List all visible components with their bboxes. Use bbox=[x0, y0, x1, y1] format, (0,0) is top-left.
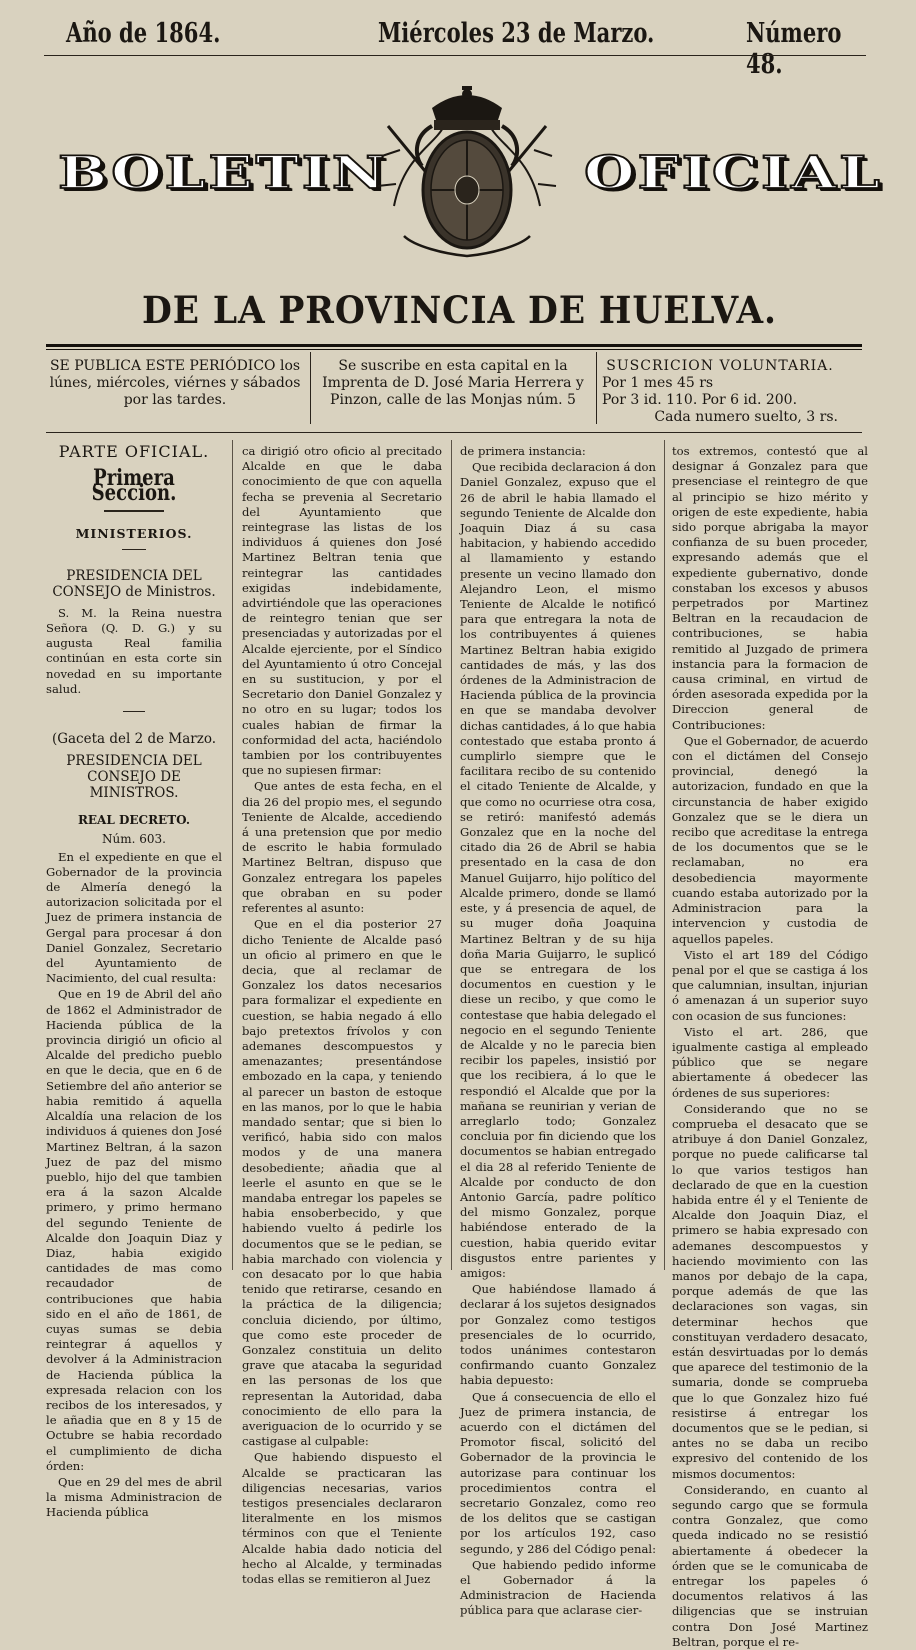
royal-coat-of-arms-icon bbox=[374, 86, 560, 264]
paragraph: Que en 29 del mes de abril la misma Administracion de Hacienda pública bbox=[46, 1474, 222, 1520]
info-divider bbox=[310, 352, 311, 424]
gazette-reference: (Gaceta del 2 de Marzo. bbox=[51, 731, 217, 748]
paragraph: Visto el art 189 del Código penal por el que se castiga á los que calumnian, insultan, injurian ó amenazan á un superior suyo con ocasion de sus funciones: bbox=[672, 947, 868, 1023]
paragraph: Que el Gobernador, de acuerdo con el dictámen del Consejo provincial, denegó la autorizacion, fundado en que la circunstancia de haber exigido Gonzalez que se le diera un recibo que acreditase la entrega de los documentos que se le reclamaban, no era desobediencia mayormente cuando estaba autorizado por la Administracion para la intervencion y custodia de aquellos papeles. bbox=[672, 733, 868, 946]
issue-date: Miércoles 23 de Marzo. bbox=[378, 18, 655, 49]
info-rule bbox=[46, 432, 862, 433]
ministries-heading: MINISTERIOS. bbox=[75, 525, 193, 541]
paragraph: Que en 19 de Abril del año de 1862 el Administrador de Hacienda pública de la provincia dirigió un oficio al Alcalde del predicho pueblo en que le decia, que en 6 de Setiembre del año anterior se habia remitido á aquella Alcaldía una relacion de los individuos á quienes don José Martinez Beltran, á la sazon Juez de paz del mismo pueblo, hijo del que tambien era á la sazon Alcalde primero, y primo hermano del segundo Teniente de Alcalde don Joaquin Diaz y Diaz, habia exigido cantidades de mas como recaudador de contribuciones que habia sido en el año de 1861, de cuyas sumas se debia reintegrar á aquellos y devolver á la Administracion de Hacienda pública la expresada relacion con los recibos de los interesados, y le añadia que en 8 y 15 de Octubre se habia recordado el cumplimiento de dicha órden: bbox=[46, 987, 222, 1473]
paragraph: Visto el art. 286, que igualmente castiga al empleado público que se negare abiertamente á obedecer las órdenes de sus superiores: bbox=[672, 1024, 868, 1100]
masthead-rule-thick bbox=[46, 344, 862, 347]
dateline bbox=[46, 18, 866, 80]
masthead-rule-thin bbox=[46, 349, 862, 350]
presidency-heading: PRESIDENCIA DEL CONSEJO de Ministros. bbox=[52, 567, 216, 600]
column-4 bbox=[672, 444, 868, 1649]
subscription-prices bbox=[602, 358, 838, 426]
paragraph: Que en el dia posterior 27 dicho Teniente de Alcalde pasó un oficio al primero en que le decia, que al reclamar de Gonzalez los datos necesarios para formalizar el expediente en cuestion, se habia negado á ello bajo pretextos frívolos y con ademanes descompuestos y amenazantes; presentándose embozado en la capa, y teniendo al parecer un baston de estoque en las manos, por lo que le habia mandado sentar; que si bien lo verificó, habia sido con malos modos y de una manera desobediente; añadia que al leerle el asunto en que se le mandaba entregar los papeles se habia ensoberbecido, y que habiendo vuelto á pedirle los documentos que se le pedian, se habia marchado con violencia y con desacato por lo que habia tenido que retirarse, cesando en la práctica de la diligencia; concluia diciendo, por último, que como este proceder de Gonzalez constituia un delito grave que atacaba la seguridad en las personas de los que representan la Autoridad, daba conocimiento de ello para la averiguacion de lo ocurrido y se castigase al culpable: bbox=[242, 917, 442, 1449]
paragraph: S. M. la Reina nuestra Señora (Q. D. G.) y su augusta Real familia continúan en esta corte sin novedad en su importante salud. bbox=[46, 605, 222, 696]
masthead-subtitle: DE LA PROVINCIA DE HUELVA. bbox=[142, 288, 777, 332]
section-heading: PARTE OFICIAL. bbox=[58, 442, 210, 461]
column-2 bbox=[242, 444, 442, 1587]
paragraph: En el expediente en que el Gobernador de la provincia de Almería denegó la autorizacion solicitada por el Juez de primera instancia de Gergal para procesar á don Daniel Gonzalez, Secretario del Ayuntamiento de Nacimiento, del cual resulta: bbox=[46, 849, 222, 986]
info-divider bbox=[596, 352, 597, 424]
presidency-heading: PRESIDENCIA DEL CONSEJO DE MINISTROS. bbox=[66, 753, 202, 802]
decree-heading: REAL DECRETO. bbox=[77, 813, 191, 828]
divider bbox=[122, 549, 146, 550]
paragraph: Que recibida declaracion á don Daniel Gonzalez, expuso que el 26 de abril le habia llamado el segundo Teniente de Alcalde don Joaquin Diaz á su casa habitacion, y habiendo accedido al llamamiento y estando presente un vecino llamado don Alejandro Leon, el mismo Teniente de Alcalde le notificó para que entregara la nota de los contribuyentes á quienes Martinez Beltran habia exigido cantidades de más, y las dos órdenes de la Administracion de Hacienda pública de la provincia en que se mandaba devolver dichas cantidades, á lo que habia contestado que estaba pronto á cumplirlo siempre que le facilitara recibo de su contenido el citado Teniente de Alcalde, y que como no ocurriese otra cosa, se retiró: manifestó además Gonzalez que en la noche del citado dia 26 de Abril se habia presentado en la casa de don Manuel Guijarro, hijo político del Alcalde primero, donde se llamó este, y á presencia de aquel, de su muger doña Joaquina Martinez Beltran y de su hija doña Maria Guijarro, le suplicó que se entregara de los documentos en cuestion y le diese un recibo, y que como le contestase que habia delegado el negocio en el segundo Teniente de Alcalde y no le parecia bien recibir los papeles, insistió por que los recibiera, á lo que le respondió el Alcalde que por la mañana se reunirian y verian de arreglarlo todo; Gonzalez concluia por fin diciendo que los documentos se habian entregado el dia 28 al referido Teniente de Alcalde por conducto de don Antonio García, padre político del mismo Gonzalez, porque habiéndose enterado de la cuestion, habia querido evitar disgustos entre parientes y amigos: bbox=[460, 460, 656, 1280]
ornament-rule bbox=[104, 510, 164, 512]
subscription-title: SUSCRICION VOLUNTARIA. bbox=[606, 358, 834, 374]
issue-number: Número 48. bbox=[746, 18, 842, 80]
paragraph: Considerando que no se comprueba el desacato que se atribuye á don Daniel Gonzalez, porque no puede calificarse tal lo que varios testigos han declarado de que en la cuestion habida entre él y el Teniente de Alcalde don Joaquin Diaz, el primero se habia expresado con ademanes descompuestos y haciendo movimiento con las manos por debajo de la capa, porque además de que las declaraciones son vagas, sin determinar hechos que constituyan verdadero desacato, están desvirtuadas por lo demás que aparece del testimonio de la sumaria, donde se comprueba que lo que Gonzalez hizo fué resistirse á entregar los documentos que se le pedian, si antes no se daba un recibo expresivo del contenido de los mismos documentos: bbox=[672, 1101, 868, 1481]
paragraph: tos extremos, contestó que al designar á Gonzalez para que presenciase el reintegro de que al principio se hizo mérito y origen de este expediente, habia sido porque abrigaba la mayor confianza de su buen proceder, expresando además que el expediente gubernativo, donde constaban los excesos y abusos perpetrados por Martinez Beltran en la recaudacion de contribuciones, se habia remitido al Juzgado de primera instancia para la formacion de causa criminal, en virtud de órden asesorada expedida por la Direccion general de Contribuciones: bbox=[672, 444, 868, 732]
subscription-place: Se suscribe en esta capital en la Imprenta de D. José Maria Herrera y Pinzon, calle de las Monjas núm. 5 bbox=[322, 358, 584, 408]
decree-number: Núm. 603. bbox=[102, 832, 166, 847]
paragraph: Que á consecuencia de ello el Juez de primera instancia, de acuerdo con el dictámen del Promotor fiscal, solicitó del Gobernador de la provincia le autorizase para continuar los procedimientos contra el secretario Gonzalez, como reo de los delitos que se castigan por los artículos 192, caso segundo, y 286 del Código penal: bbox=[460, 1389, 657, 1556]
paragraph: de primera instancia: bbox=[460, 444, 586, 458]
masthead-left: BOLETIN bbox=[58, 146, 388, 200]
paragraph: Que habiendo pedido informe el Gobernador á la Administracion de Hacienda pública para que aclarase cier- bbox=[460, 1557, 656, 1618]
column-divider bbox=[451, 440, 452, 1270]
price-three-six-months: Por 3 id. 110. Por 6 id. 200. bbox=[602, 392, 798, 408]
masthead-right: OFICIAL bbox=[584, 146, 883, 200]
header-rule bbox=[44, 55, 866, 56]
section-title: Primera Seccion. bbox=[91, 465, 177, 507]
paragraph: ca dirigió otro oficio al precitado Alcalde en que le daba conocimiento de que con aquella fecha se prevenia al Secretario del Ayuntamiento que reintegrase las listas de los individuos á quienes don José Martinez Beltran tenia que reintegrar las cantidades exigidas indebidamente, advirtiéndole que las operaciones de reintegro tenian que ser presenciadas y autorizadas por el Alcalde ejerciente, por el Síndico del Ayuntamiento ú otro Concejal en su sustitucion, y por el Secretario don Daniel Gonzalez y no otro en su lugar; todos los cuales habian de firmar la conformidad del acta, haciéndolo tambien por los contribuyentes que no supiesen firmar: bbox=[242, 444, 442, 778]
column-divider bbox=[232, 440, 233, 1270]
ornament-rule bbox=[123, 711, 145, 712]
issue-year: Año de 1864. bbox=[66, 18, 221, 49]
paragraph: Que antes de esta fecha, en el dia 26 del propio mes, el segundo Teniente de Alcalde, accediendo á una pretension que por medio de escrito le habia formulado Martinez Beltran, dispuso que Gonzalez entregara los papeles que obraban en su poder referentes al asunto: bbox=[242, 779, 442, 916]
price-single-issue: Cada numero suelto, 3 rs. bbox=[654, 409, 838, 425]
publication-schedule: SE PUBLICA ESTE PERIÓDICO los lúnes, miércoles, viérnes y sábados por las tardes. bbox=[49, 358, 301, 408]
paragraph: Que habiéndose llamado á declarar á los sujetos designados por Gonzalez como testigos presenciales de lo ocurrido, todos unánimes contestaron confirmando cuanto Gonzalez habia depuesto: bbox=[460, 1282, 656, 1388]
column-1 bbox=[46, 442, 222, 1520]
price-one-month: Por 1 mes 45 rs bbox=[602, 375, 714, 391]
column-3 bbox=[460, 444, 657, 1618]
paragraph: Que habiendo dispuesto el Alcalde se practicaran las diligencias necesarias, varios testigos presenciales declararon literalmente en los mismos términos con que el Teniente Alcalde habia dado noticia del hecho al Alcalde, y terminadas todas ellas se remitieron al Juez bbox=[242, 1450, 442, 1587]
column-divider bbox=[664, 440, 665, 1270]
paragraph: Considerando, en cuanto al segundo cargo que se formula contra Gonzalez, que como queda indicado no se resistió abiertamente á obedecer la órden que se le comunicaba de entregar los papeles ó documentos relativos á las diligencias que se instruian contra Don José Martinez Beltran, porque el re- bbox=[672, 1482, 868, 1649]
